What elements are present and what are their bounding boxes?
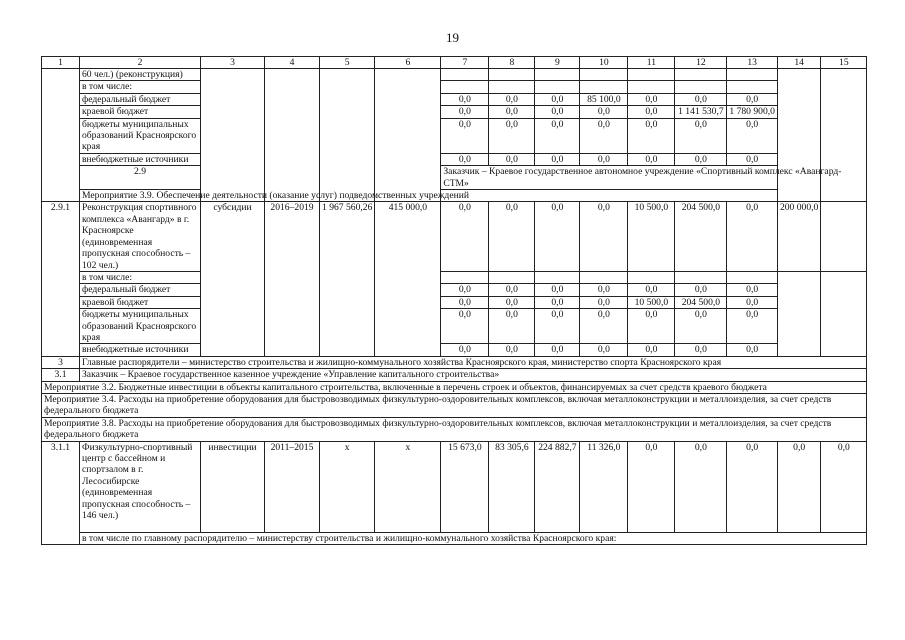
cell-value: 11 326,0 [580, 441, 628, 532]
cell-value: 0,0 [580, 344, 628, 356]
cell-value: 0,0 [727, 202, 778, 271]
cell-value: 0,0 [441, 202, 489, 271]
row-label: краевой бюджет [80, 296, 201, 308]
subtotal-label: в том числе по главному распорядителю – министерству строительства и жилищно-коммунального хозяйства Красноярского края: [80, 532, 867, 544]
cell-value: 0,0 [628, 153, 675, 165]
cell-value: 0,0 [675, 118, 727, 153]
table-row [42, 369, 867, 381]
row-label: 60 чел.) (реконструкция) [80, 69, 201, 81]
remaining-cost: 415 000,0 [375, 202, 441, 356]
cell-value: 0,0 [580, 118, 628, 153]
cell-value: 0,0 [727, 93, 778, 105]
funding-type: инвестиции [201, 441, 265, 532]
cell-value: 10 500,0 [628, 296, 675, 308]
cell-value: 0,0 [535, 344, 580, 356]
cell-value: 0,0 [727, 344, 778, 356]
cell-value: 0,0 [580, 106, 628, 118]
cell-value: 0,0 [535, 106, 580, 118]
cell-value: 0,0 [675, 93, 727, 105]
column-number: 5 [320, 57, 375, 69]
estimated-cost: х [320, 441, 375, 532]
cell-value: 0,0 [727, 309, 778, 344]
cell-value: 0,0 [628, 344, 675, 356]
cell-value: 0,0 [675, 344, 727, 356]
table-row [42, 202, 867, 271]
column-number: 10 [580, 57, 628, 69]
table-row [42, 166, 867, 190]
cell-value: 0,0 [675, 309, 727, 344]
cell-value: 204 500,0 [675, 202, 727, 271]
table-row [42, 93, 867, 105]
column-number: 2 [80, 57, 201, 69]
cell-value: 1 780 900,0 [727, 106, 778, 118]
cell-value: 0,0 [535, 309, 580, 344]
cell-value: 0,0 [777, 441, 820, 532]
estimated-cost: 1 967 560,26 [320, 202, 375, 356]
cell-value: 0,0 [727, 118, 778, 153]
row-number: 2.9 [80, 166, 201, 190]
cell-value: 0,0 [441, 344, 489, 356]
object-name: Физкультурно-спортивный центр с бассейном и спортзалом в г. Лесосибирске (единовременная пропускная способность – 146 чел.) [80, 441, 201, 532]
cell-value: 0,0 [489, 309, 535, 344]
column-number: 15 [821, 57, 867, 69]
page-number: 19 [446, 30, 459, 45]
cell-value: 1 141 530,7 [675, 106, 727, 118]
cell-value: 0,0 [628, 106, 675, 118]
cell-value: 0,0 [628, 93, 675, 105]
cell-value: 0,0 [535, 296, 580, 308]
cell-value: 0,0 [580, 202, 628, 271]
row-label: в том числе: [80, 81, 201, 93]
cell-value: 0,0 [675, 153, 727, 165]
period: 2011–2015 [265, 441, 320, 532]
row-number: 2.9.1 [42, 202, 80, 356]
row-label: федеральный бюджет [80, 284, 201, 296]
cell-value: 0,0 [441, 309, 489, 344]
remaining-cost: х [375, 441, 441, 532]
table-row [42, 356, 867, 368]
table-row [42, 284, 867, 296]
cell-value: 0,0 [580, 153, 628, 165]
cell-value: 83 305,6 [489, 441, 535, 532]
column-number: 12 [675, 57, 727, 69]
column-number: 11 [628, 57, 675, 69]
row-label: бюджеты муниципальных образований Красноярского края [80, 118, 201, 153]
table-row [42, 69, 867, 81]
distributor-row: Главные распорядители – министерство строительства и жилищно-коммунального хозяйства Красноярского края, министерство спорта Красноярского края [80, 356, 867, 368]
table-row [42, 393, 867, 417]
cell-value: 0,0 [821, 441, 867, 532]
table-row [42, 417, 867, 441]
cell-value: 0,0 [441, 153, 489, 165]
table-row [42, 106, 867, 118]
column-number: 3 [201, 57, 265, 69]
customer-row: Заказчик – Краевое государственное автономное учреждение «Спортивный комплекс «Авангард-СТМ» [441, 166, 867, 190]
cell-value: 0,0 [535, 284, 580, 296]
cell-value: 0,0 [535, 93, 580, 105]
table-row [42, 118, 867, 153]
cell-value: 0,0 [441, 118, 489, 153]
column-number: 13 [727, 57, 778, 69]
column-number: 6 [375, 57, 441, 69]
table-row [42, 296, 867, 308]
measure-row: Мероприятие 3.4. Расходы на приобретение оборудования для быстровозводимых физкультурно-оздоровительных комплексов, включая металлоконструкции и металлоизделия, за счет средств федерального бюджета [42, 393, 867, 417]
object-name: Реконструкция спортивного комплекса «Авангард» в г. Красноярске (единовременная пропускная способность – 102 чел.) [80, 202, 201, 271]
cell-value: 0,0 [727, 284, 778, 296]
cell-value: 0,0 [535, 153, 580, 165]
cell-value: 0,0 [489, 344, 535, 356]
cell-value: 0,0 [675, 284, 727, 296]
cell-value: 0,0 [489, 284, 535, 296]
cell-value [821, 202, 867, 271]
cell-value: 0,0 [441, 284, 489, 296]
cell-value: 0,0 [580, 309, 628, 344]
cell-value: 0,0 [441, 296, 489, 308]
cell-value: 0,0 [580, 296, 628, 308]
cell-value: 0,0 [489, 153, 535, 165]
cell-value: 85 100,0 [580, 93, 628, 105]
column-number: 14 [777, 57, 820, 69]
cell-value: 0,0 [489, 106, 535, 118]
table-row [42, 271, 867, 283]
row-label: в том числе: [80, 271, 201, 283]
budget-table [41, 56, 867, 545]
column-number: 9 [535, 57, 580, 69]
cell-value: 0,0 [489, 296, 535, 308]
cell-value: 0,0 [628, 284, 675, 296]
measure-row: Мероприятие 3.9. Обеспечение деятельности (оказание услуг) подведомственных учреждений [80, 190, 867, 202]
row-number: 3.1 [42, 369, 80, 381]
cell-value: 0,0 [675, 441, 727, 532]
table-row [42, 532, 867, 544]
cell-value: 0,0 [441, 106, 489, 118]
row-label: краевой бюджет [80, 106, 201, 118]
cell-value: 0,0 [628, 441, 675, 532]
cell-value: 224 882,7 [535, 441, 580, 532]
cell-value: 0,0 [489, 118, 535, 153]
table-row [42, 441, 867, 532]
cell-value: 200 000,0 [777, 202, 820, 271]
row-label: внебюджетные источники [80, 344, 201, 356]
row-number: 3 [42, 356, 80, 368]
row-number: 3.1.1 [42, 441, 80, 544]
column-number: 4 [265, 57, 320, 69]
cell-value: 0,0 [727, 296, 778, 308]
funding-type: субсидии [201, 202, 265, 356]
column-number-row [42, 57, 867, 69]
cell-value: 0,0 [628, 118, 675, 153]
row-label: бюджеты муниципальных образований Красноярского края [80, 309, 201, 344]
cell-value: 15 673,0 [441, 441, 489, 532]
column-number: 8 [489, 57, 535, 69]
cell-value: 0,0 [489, 93, 535, 105]
customer-row: Заказчик – Краевое государственное казенное учреждение «Управление капитального строительства» [80, 369, 867, 381]
table-row [42, 344, 867, 356]
cell-value: 0,0 [489, 202, 535, 271]
period: 2016–2019 [265, 202, 320, 356]
cell-value: 0,0 [441, 93, 489, 105]
cell-value: 0,0 [535, 118, 580, 153]
row-label: внебюджетные источники [80, 153, 201, 165]
cell-value: 0,0 [727, 153, 778, 165]
measure-row: Мероприятие 3.2. Бюджетные инвестиции в объекты капитального строительства, включенные в перечень строек и объектов, финансируемых за счет средств краевого бюджета [42, 381, 867, 393]
cell-value: 0,0 [727, 441, 778, 532]
table-row [42, 190, 867, 202]
cell-value: 10 500,0 [628, 202, 675, 271]
table-row [42, 309, 867, 344]
cell-value: 0,0 [628, 309, 675, 344]
table-row [42, 153, 867, 165]
column-number: 1 [42, 57, 80, 69]
table-row [42, 81, 867, 93]
measure-row: Мероприятие 3.8. Расходы на приобретение оборудования для быстровозводимых физкультурно-оздоровительных комплексов, включая металлоконструкции и металлоизделия, за счет средств федерального бюджета [42, 417, 867, 441]
cell-value: 204 500,0 [675, 296, 727, 308]
cell-value: 0,0 [580, 284, 628, 296]
column-number: 7 [441, 57, 489, 69]
table-row [42, 381, 867, 393]
cell-value: 0,0 [535, 202, 580, 271]
row-label: федеральный бюджет [80, 93, 201, 105]
